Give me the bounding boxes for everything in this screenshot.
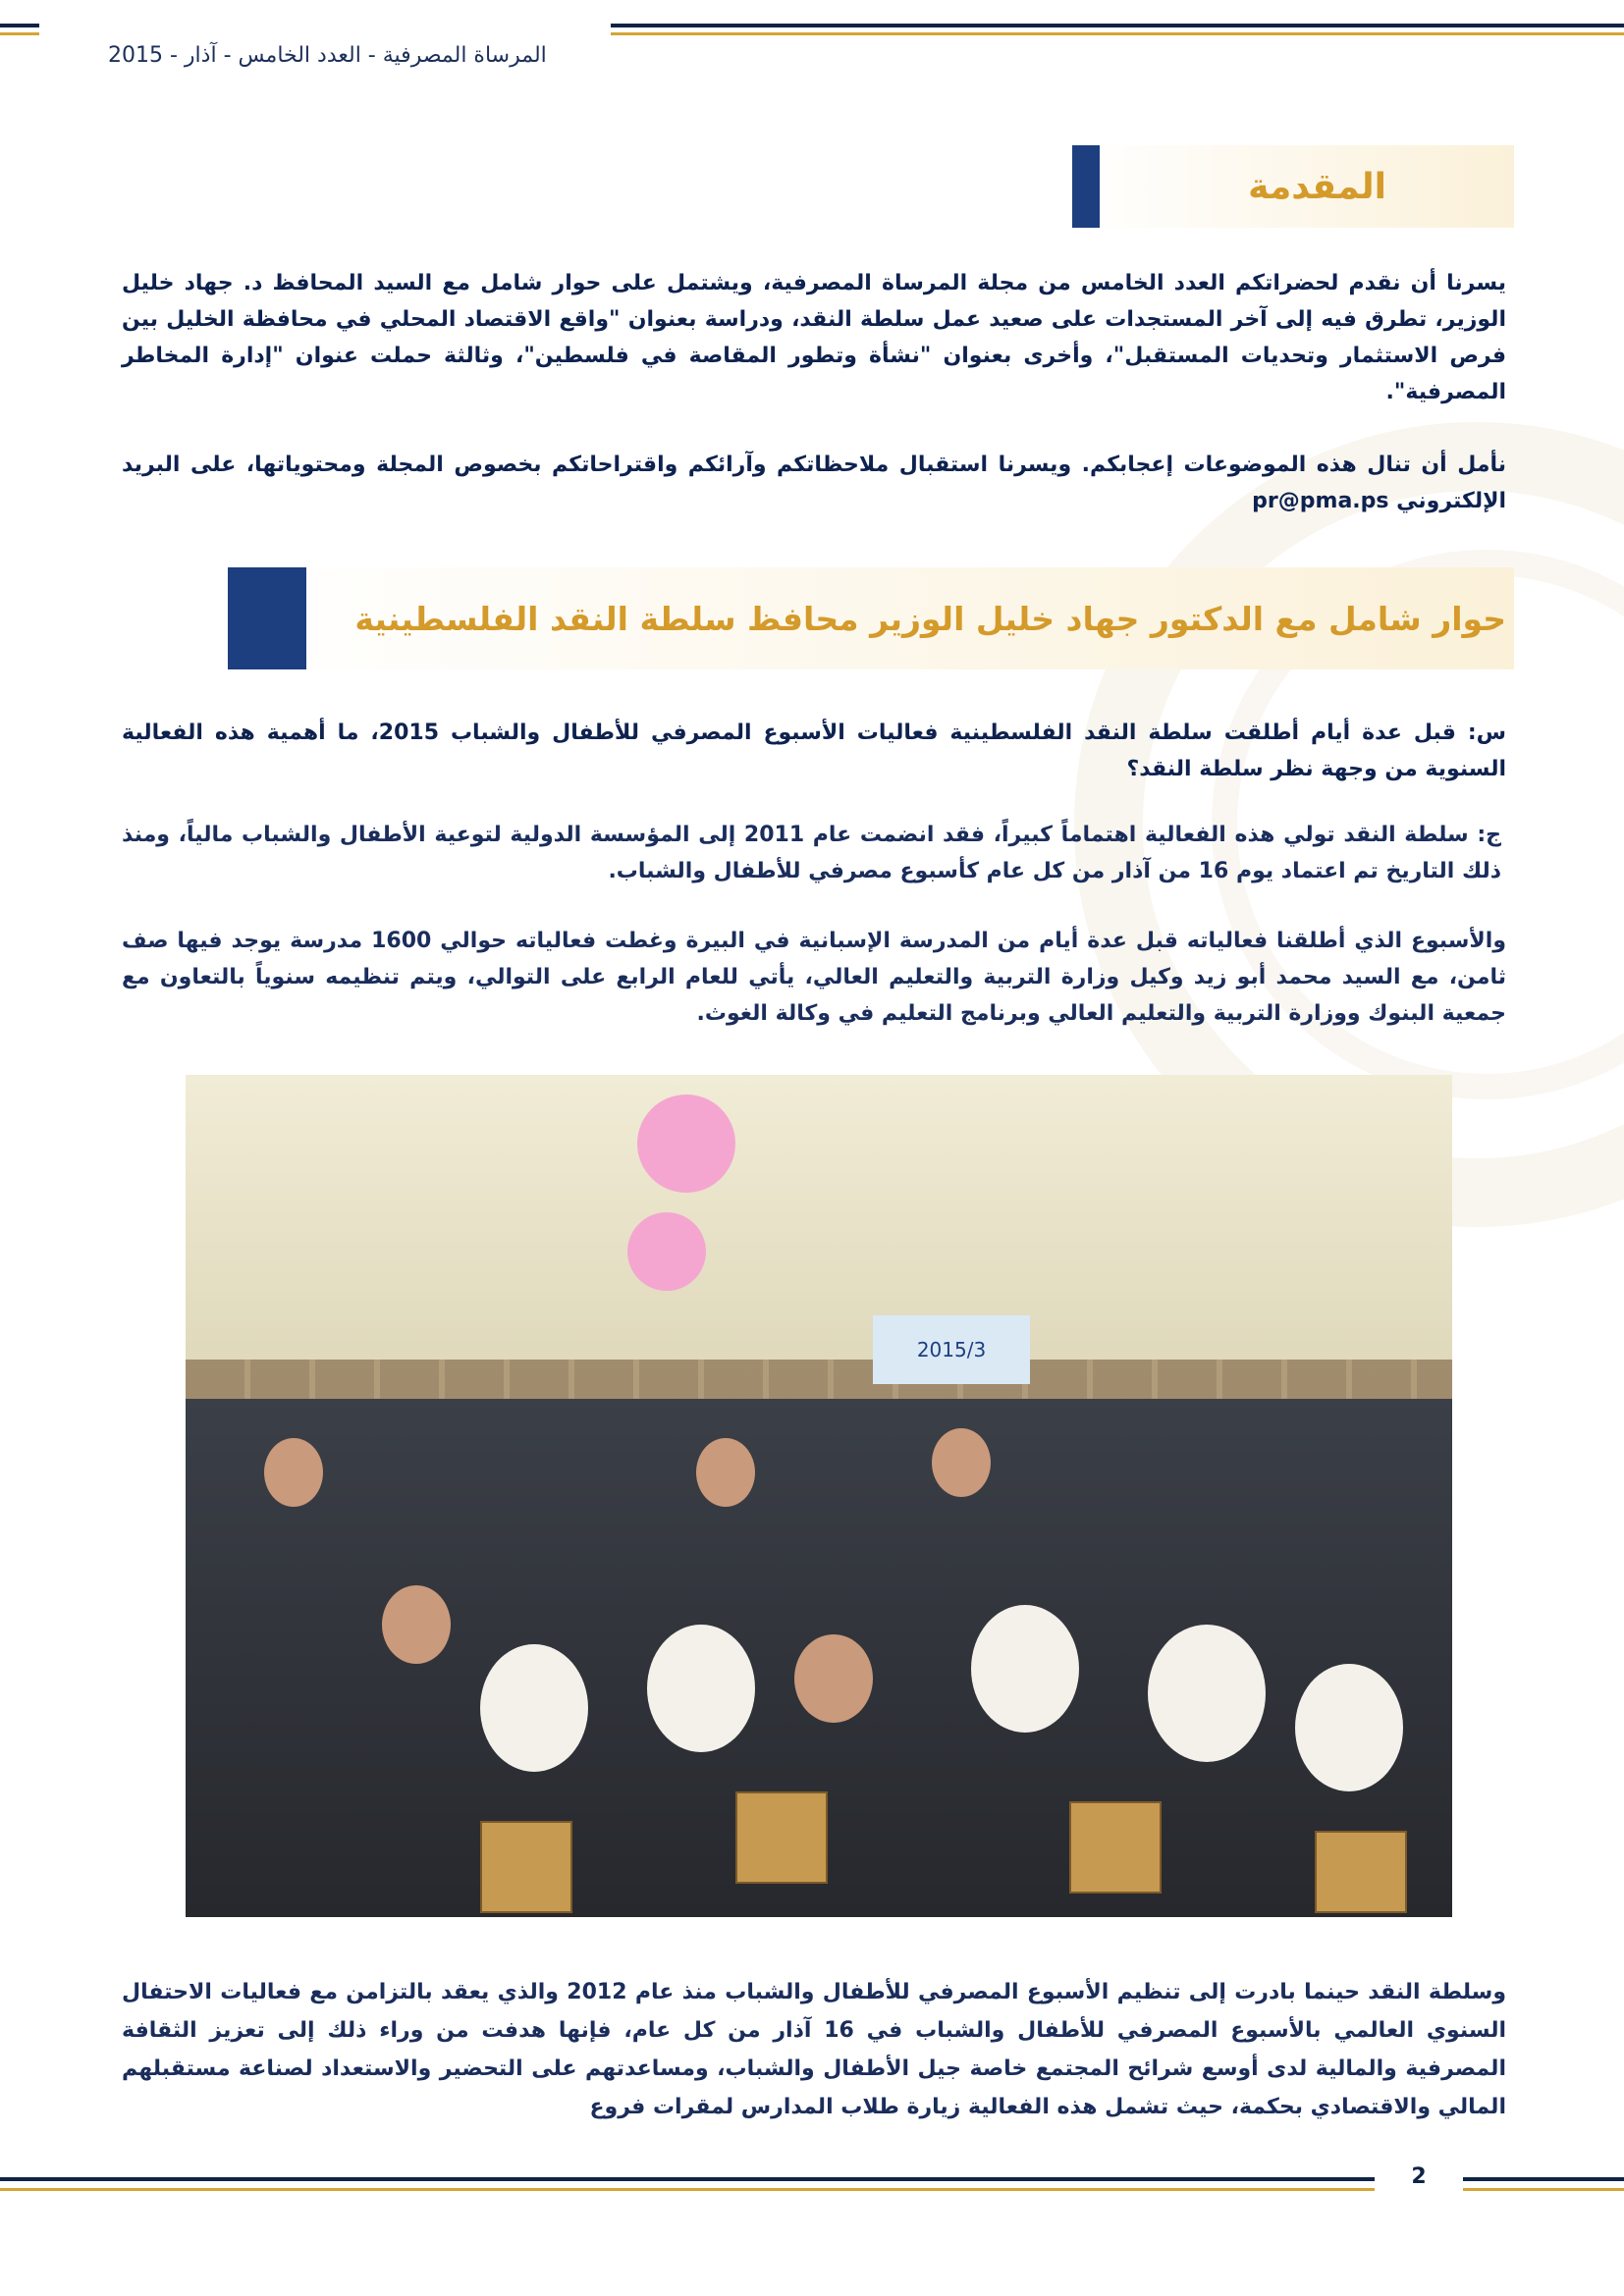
interview-heading-box xyxy=(228,567,1514,669)
running-header: المرساة المصرفية - العدد الخامس - آذار - 2015 xyxy=(108,43,547,68)
photo-official-face xyxy=(696,1438,755,1507)
page-number: 2 xyxy=(1375,2156,1463,2199)
photo-student-hijab xyxy=(1148,1625,1266,1762)
photo-book xyxy=(480,1821,572,1913)
photo-book xyxy=(735,1791,828,1884)
photo-flower-decoration xyxy=(637,1095,735,1193)
interview-answer-1: ج: سلطة النقد تولي هذه الفعالية اهتماماً كبيراً، فقد انضمت عام 2011 إلى المؤسسة الدولية لتوعية الأطفال والشباب مالياً، ومنذ ذلك التاريخ تم اعتماد يوم 16 من آذار من كل عام كأسبوع مصرفي للأطفال والشباب. xyxy=(122,823,1501,883)
photo-student-hijab xyxy=(971,1605,1079,1733)
photo-banner xyxy=(873,1315,1030,1384)
header-rule-right-gold xyxy=(611,32,1624,35)
photo-flower-decoration-2 xyxy=(627,1212,706,1291)
intro-heading-box xyxy=(1072,145,1514,228)
interview-heading-bar xyxy=(228,567,306,669)
photo-banner-text: 2015/3 xyxy=(916,1338,987,1362)
photo-official-face xyxy=(264,1438,323,1507)
photo-student-hijab xyxy=(1295,1664,1403,1791)
header-rule-left-gold xyxy=(0,32,39,35)
photo-book xyxy=(1315,1831,1407,1913)
photo-official-face xyxy=(932,1428,991,1497)
intro-paragraph-1: يسرنا أن نقدم لحضراتكم العدد الخامس من مجلة المرساة المصرفية، ويشتمل على حوار شامل مع السيد المحافظ د. جهاد خليل الوزير، تطرق فيه إلى آخر المستجدات على صعيد عمل سلطة النقد، ودراسة بعنوان "واقع الاقتصاد المحلي في محافظة الخليل بين فرص الاستثمار وتحديات المستقبل"، وأخرى بعنوان "نشأة وتطور المقاصة في فلسطين"، وثالثة حملت عنوان "إدارة المخاطر المصرفية". xyxy=(122,271,1506,404)
interview-heading: حوار شامل مع الدكتور جهاد خليل الوزير محافظ سلطة النقد الفلسطينية xyxy=(354,599,1506,638)
event-group-photo xyxy=(186,1075,1452,1917)
intro-paragraph-2: نأمل أن تنال هذه الموضوعات إعجابكم. ويسرنا استقبال ملاحظاتكم وآرائكم واقتراحاتكم بخصوص المجلة ومحتوياتها، على البريد الإلكتروني pr@pma.ps xyxy=(122,453,1506,513)
photo-book xyxy=(1069,1801,1162,1894)
header-rule-right xyxy=(611,24,1624,27)
interview-answer-3: وسلطة النقد حينما بادرت إلى تنظيم الأسبوع المصرفي للأطفال والشباب منذ عام 2012 والذي يعقد بالتزامن مع فعاليات الاحتفال السنوي العالمي بالأسبوع المصرفي للأطفال والشباب في 16 آذار من كل عام، فإنها هدفت من وراء ذلك إلى تعزيز الثقافة المصرفية والمالية لدى أوسع شرائح المجتمع خاصة جيل الأطفال والشباب، ومساعدتهم على التحضير والاستعداد لصناعة مستقبلهم المالي والاقتصادي بحكمة، حيث تشمل هذه الفعالية زيارة طلاب المدارس لمقرات فروع xyxy=(122,1980,1507,2119)
photo-wall xyxy=(186,1075,1452,1399)
photo-student-face xyxy=(382,1585,451,1664)
photo-student-hijab xyxy=(480,1644,588,1772)
intro-heading: المقدمة xyxy=(1248,166,1386,207)
photo-student-face xyxy=(794,1634,873,1723)
photo-student-hijab xyxy=(647,1625,755,1752)
header-rule-left xyxy=(0,24,39,27)
interview-question-1: س: قبل عدة أيام أطلقت سلطة النقد الفلسطينية فعاليات الأسبوع المصرفي للأطفال والشباب 2015، ما أهمية هذه الفعالية السنوية من وجهة نظر سلطة النقد؟ xyxy=(122,721,1506,781)
intro-heading-bar xyxy=(1072,145,1100,228)
interview-answer-2: والأسبوع الذي أطلقنا فعالياته قبل عدة أيام من المدرسة الإسبانية في البيرة وغطت فعالياته حوالي 1600 مدرسة يوجد فيها صف ثامن، مع السيد محمد أبو زيد وكيل وزارة التربية والتعليم العالي، يأتي للعام الرابع على التوالي، ويتم تنظيمه سنوياً بالتعاون مع جمعية البنوك ووزارة التربية والتعليم العالي وبرنامج التعليم في وكالة الغوث. xyxy=(122,929,1507,1026)
